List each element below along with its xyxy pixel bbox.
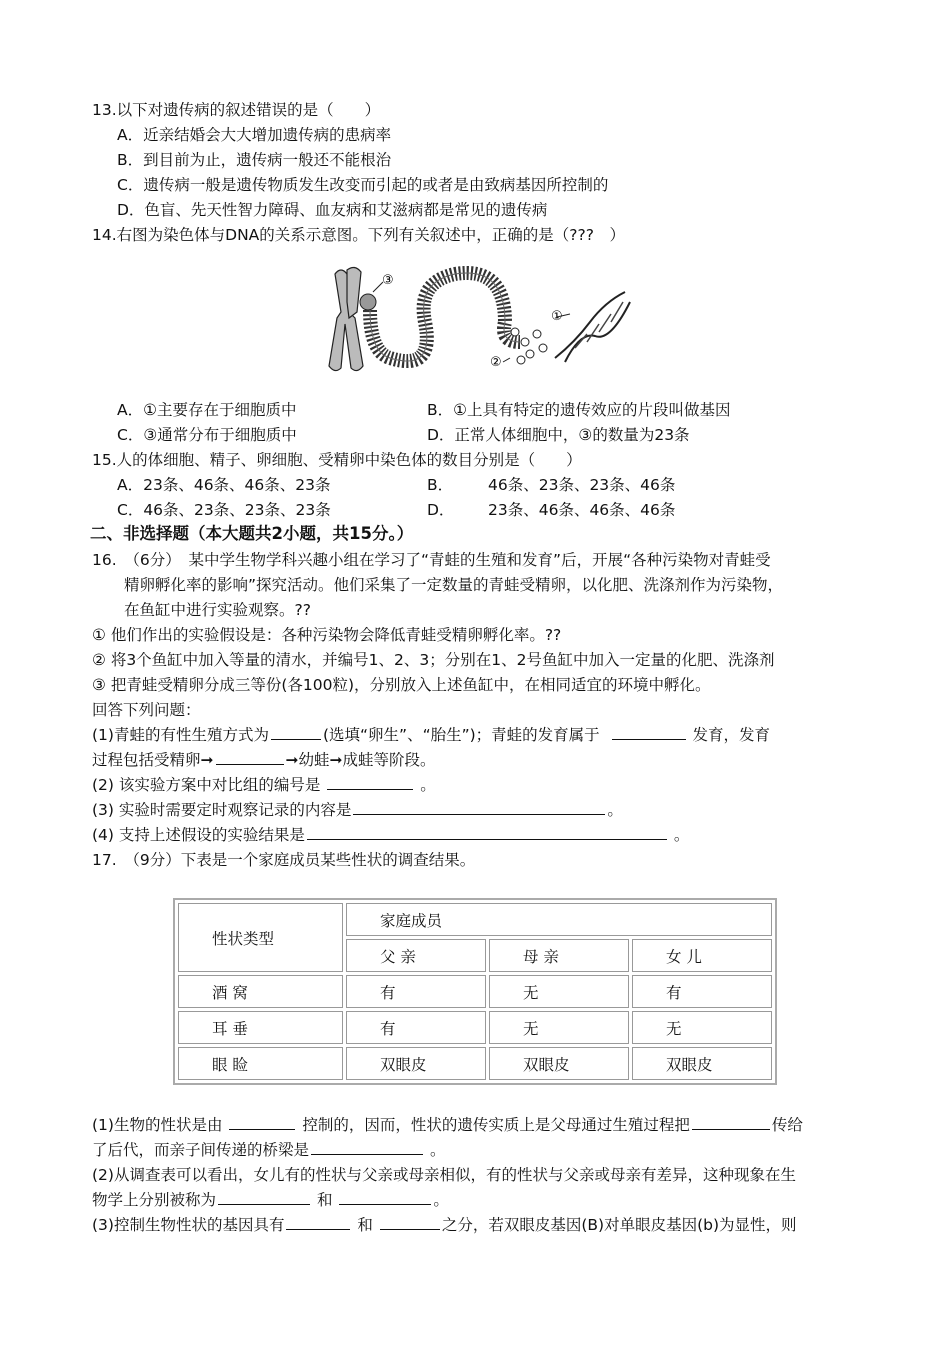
q17-p2-text-b: 物学上分别被称为 bbox=[92, 1191, 217, 1209]
q15-option-d-letter: D． bbox=[427, 501, 455, 519]
q17-part3 bbox=[92, 1215, 797, 1235]
q16-blank-control-group[interactable] bbox=[327, 775, 413, 790]
q14-stem: 14.右图为染色体与DNA的关系示意图。下列有关叙述中，正确的是（??? ） bbox=[92, 226, 625, 244]
table-row bbox=[178, 1011, 772, 1044]
table-cell: 双眼皮 bbox=[346, 1047, 486, 1080]
q15-option-b: 46条、23条、23条、46条 bbox=[488, 476, 676, 494]
table-col-header: 父 亲 bbox=[346, 939, 486, 972]
q17-part2-cont bbox=[92, 1190, 449, 1210]
q14-option-a: A．①主要存在于细胞质中 bbox=[117, 401, 297, 419]
table-cell: 无 bbox=[632, 1011, 772, 1044]
q16-part1 bbox=[92, 725, 770, 745]
figure-label-2: ② bbox=[490, 355, 502, 370]
table-row bbox=[178, 1047, 772, 1080]
q17-stem: 17. （9分）下表是一个家庭成员某些性状的调查结果。 bbox=[92, 851, 476, 869]
q17-part1 bbox=[92, 1115, 803, 1135]
table-cell: 无 bbox=[489, 975, 629, 1008]
table-group-header: 家庭成员 bbox=[346, 903, 772, 936]
q16-blank-result[interactable] bbox=[307, 825, 667, 840]
table-col-header: 母 亲 bbox=[489, 939, 629, 972]
q17-p1-text-d: 了后代，而亲子间传递的桥梁是 bbox=[92, 1141, 310, 1159]
q14-option-d: D．正常人体细胞中，③的数量为23条 bbox=[427, 426, 690, 444]
q17-p1-text-b: 控制的，因而，性状的遗传实质上是父母通过生殖过程把 bbox=[302, 1116, 690, 1134]
table-cell: 双眼皮 bbox=[632, 1047, 772, 1080]
q13-option-d: D．色盲、先天性智力障碍、血友病和艾滋病都是常见的遗传病 bbox=[117, 201, 548, 219]
q13-option-c: C．遗传病一般是遗传物质发生改变而引起的或者是由致病基因所控制的 bbox=[117, 176, 609, 194]
q16-blank-reproduction[interactable] bbox=[271, 725, 321, 740]
q17-blank-control[interactable] bbox=[229, 1115, 295, 1130]
q16-p3-text: (3) 实验时需要定时观察记录的内容是 bbox=[92, 801, 352, 819]
q16-answer-intro: 回答下列问题： bbox=[92, 701, 201, 719]
q16-p1-text-c: 发育，发育 bbox=[692, 726, 770, 744]
table-row-trait: 眼 睑 bbox=[178, 1047, 343, 1080]
q15-option-a: A．23条、46条、46条、23条 bbox=[117, 476, 331, 494]
q17-blank-dominant[interactable] bbox=[286, 1215, 350, 1230]
q16-blank-stage[interactable] bbox=[216, 750, 284, 765]
table-cell: 有 bbox=[346, 975, 486, 1008]
q17-p1-text-e: 。 bbox=[429, 1141, 446, 1159]
q16-p3-end: 。 bbox=[607, 801, 623, 819]
q17-blank-recessive[interactable] bbox=[380, 1215, 440, 1230]
table-cell: 有 bbox=[346, 1011, 486, 1044]
table-row-trait: 酒 窝 bbox=[178, 975, 343, 1008]
q17-p2-text-c: 和 bbox=[316, 1191, 333, 1209]
table-cell: 无 bbox=[489, 1011, 629, 1044]
chromosome-dna-diagram bbox=[325, 262, 635, 382]
q16-p1-text-a: (1)青蛙的有性生殖方式为 bbox=[92, 726, 269, 744]
q16-step3: ③ 把青蛙受精卵分成三等份(各100粒)，分别放入上述鱼缸中，在相同适宜的环境中孵化。 bbox=[92, 676, 711, 694]
family-traits-table bbox=[173, 898, 777, 1085]
q16-part1-cont bbox=[92, 750, 435, 770]
q16-line3: 在鱼缸中进行实验观察。?? bbox=[124, 601, 311, 619]
q16-p1-text-e: ➞幼蛙➞成蛙等阶段。 bbox=[285, 751, 436, 769]
q16-line2: 精卵孵化率的影响”探究活动。他们采集了一定数量的青蛙受精卵，以化肥、洗涤剂作为污染物， bbox=[124, 576, 784, 594]
figure-label-1: ① bbox=[551, 309, 563, 324]
section-heading: 二、非选择题（本大题共2小题，共15分。） bbox=[90, 524, 414, 543]
q16-part2 bbox=[92, 775, 436, 795]
q16-p2-text: (2) 该实验方案中对比组的编号是 bbox=[92, 776, 321, 794]
table-corner-header: 性状类型 bbox=[178, 903, 343, 972]
q16-p2-end: 。 bbox=[420, 776, 436, 794]
q14-option-b: B．①上具有特定的遗传效应的片段叫做基因 bbox=[427, 401, 731, 419]
q16-part4 bbox=[92, 825, 689, 845]
q17-blank-bridge[interactable] bbox=[311, 1140, 423, 1155]
q16-p4-text: (4) 支持上述假设的实验结果是 bbox=[92, 826, 305, 844]
q13-stem: 13.以下对遗传病的叙述错误的是（ ） bbox=[92, 101, 381, 119]
q17-blank-variation[interactable] bbox=[339, 1190, 431, 1205]
q16-blank-observation[interactable] bbox=[353, 800, 605, 815]
q15-option-b-letter: B． bbox=[427, 476, 454, 494]
table-row-trait: 耳 垂 bbox=[178, 1011, 343, 1044]
q16-p1-text-b: (选填“卵生”、“胎生”)；青蛙的发育属于 bbox=[322, 726, 600, 744]
table-row bbox=[178, 975, 772, 1008]
q17-blank-transmit[interactable] bbox=[692, 1115, 770, 1130]
q17-p3-text-a: (3)控制生物性状的基因具有 bbox=[92, 1216, 285, 1234]
figure-label-3: ③ bbox=[382, 273, 394, 288]
q15-option-c: C．46条、23条、23条、23条 bbox=[117, 501, 331, 519]
table-col-header: 女 儿 bbox=[632, 939, 772, 972]
q16-step2: ② 将3个鱼缸中加入等量的清水，并编号1、2、3；分别在1、2号鱼缸中加入一定量的化肥、洗涤剂 bbox=[92, 651, 775, 669]
q17-p2-text-d: 。 bbox=[433, 1191, 449, 1209]
q17-p3-text-c: 之分，若双眼皮基因(B)对单眼皮基因(b)为显性，则 bbox=[441, 1216, 797, 1234]
q16-line1: 16. （6分） 某中学生物学科兴趣小组在学习了“青蛙的生殖和发育”后，开展“各种污染物对青蛙受 bbox=[92, 551, 771, 569]
q16-part3 bbox=[92, 800, 623, 820]
q16-p4-end: 。 bbox=[673, 826, 690, 844]
q17-p1-text-c: 传给 bbox=[771, 1116, 803, 1134]
q16-p1-text-d: 过程包括受精卵➞ bbox=[92, 751, 214, 769]
q17-part1-cont bbox=[92, 1140, 445, 1160]
q17-p3-text-b: 和 bbox=[357, 1216, 373, 1234]
q13-option-a: A．近亲结婚会大大增加遗传病的患病率 bbox=[117, 126, 392, 144]
q13-option-b: B．到目前为止，遗传病一般还不能根治 bbox=[117, 151, 392, 169]
q16-step1: ① 他们作出的实验假设是：各种污染物会降低青蛙受精卵孵化率。?? bbox=[92, 626, 562, 644]
table-cell: 有 bbox=[632, 975, 772, 1008]
q17-part2: (2)从调查表可以看出，女儿有的性状与父亲或母亲相似，有的性状与父亲或母亲有差异，这种现象在生 bbox=[92, 1166, 796, 1184]
q14-option-c: C．③通常分布于细胞质中 bbox=[117, 426, 297, 444]
q17-blank-heredity[interactable] bbox=[218, 1190, 310, 1205]
q15-stem: 15.人的体细胞、精子、卵细胞、受精卵中染色体的数目分别是（ ） bbox=[92, 451, 582, 469]
q15-option-d: 23条、46条、46条、46条 bbox=[488, 501, 676, 519]
q17-p1-text-a: (1)生物的性状是由 bbox=[92, 1116, 223, 1134]
table-cell: 双眼皮 bbox=[489, 1047, 629, 1080]
q16-blank-development[interactable] bbox=[612, 725, 686, 740]
